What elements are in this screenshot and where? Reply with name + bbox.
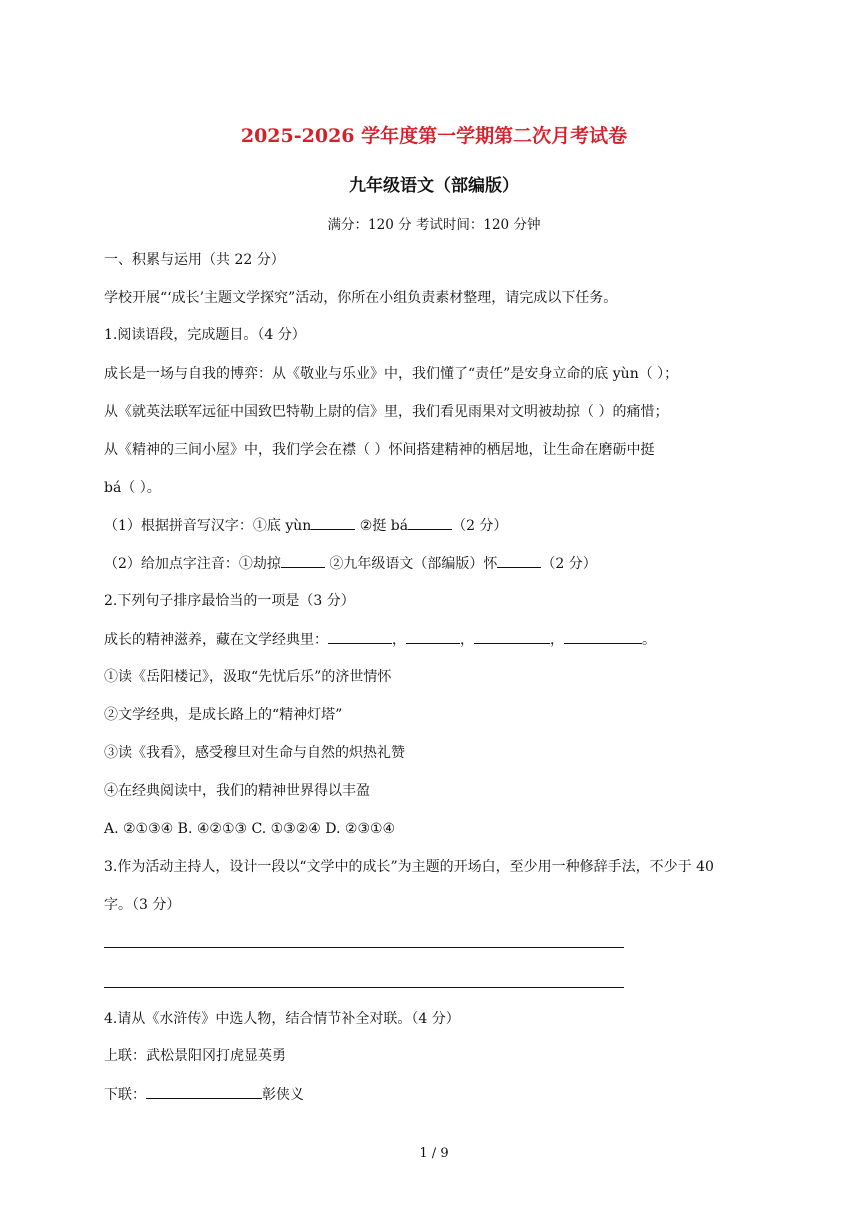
lead-text: 成长的精神滋养，藏在文学经典里： [104,632,328,648]
question-2-stem: 2.下列句子排序最恰当的一项是（3 分） [104,593,355,609]
question-4-stem: 4.请从《水浒传》中选人物，结合情节补全对联。（4 分） [104,1011,460,1027]
answer-blank[interactable] [311,515,355,530]
answer-blank[interactable] [564,629,642,644]
answer-blank[interactable] [281,553,325,568]
exam-meta: 满分：120 分 考试时间：120 分钟 [327,217,541,233]
sentence-item: ①读《岳阳楼记》，汲取“先忧后乐”的济世情怀 [104,669,392,685]
section-heading: 一、积累与运用（共 22 分） [104,252,285,268]
question-1-paragraph-line: 从《就英法联军远征中国致巴特勒上尉的信》里，我们看见雨果对文明被劫掠（ ）的痛惜； [104,404,669,420]
answer-line[interactable] [104,947,624,948]
question-3-stem: 3.作为活动主持人，设计一段以“文学中的成长”为主题的开场白，至少用一种修辞手法，不少于 40 [104,859,714,875]
sub-1-text: ②挺 bá [355,518,409,534]
sub-1-score: （2 分） [452,518,508,534]
answer-options[interactable]: A. ②①③④ B. ④②①③ C. ①③②④ D. ②③①④ [104,821,396,837]
couplet-upper: 上联：武松景阳冈打虎显英勇 [104,1048,286,1064]
comma: ， [550,632,564,648]
question-1-paragraph-line: bá（ ）。 [104,480,161,496]
question-1-paragraph-line: 成长是一场与自我的博弈：从《敬业与乐业》中，我们懂了“责任”是安身立命的底 yùn（ ）； [104,366,679,382]
sub-2-score: （2 分） [541,556,597,572]
question-3-stem-cont: 字。（3 分） [104,897,181,913]
sentence-item: ④在经典阅读中，我们的精神世界得以丰盈 [104,783,370,799]
exam-title: 2025-2026 学年度第一学期第二次月考试卷 [240,125,628,147]
sentence-item: ②文学经典，是成长路上的“精神灯塔” [104,707,343,723]
comma: ， [460,632,474,648]
sub-1-text: （1）根据拼音写汉字：①底 yùn [104,518,312,534]
couplet-lower-label: 下联： [104,1087,146,1103]
couplet-lower [104,1084,764,1105]
answer-blank[interactable] [406,629,460,644]
question-1-stem: 1.阅读语段，完成题目。（4 分） [104,327,306,343]
couplet-lower-tail: 彰侠义 [262,1087,304,1103]
question-1-paragraph-line: 从《精神的三间小屋》中，我们学会在襟（ ）怀间搭建精神的栖居地，让生命在磨砺中挺 [104,442,655,458]
exam-subtitle: 九年级语文（部编版） [349,176,519,196]
answer-blank[interactable] [146,1084,262,1099]
section-intro: 学校开展“‘成长’主题文学探究”活动，你所在小组负责素材整理，请完成以下任务。 [104,290,618,306]
comma: ， [392,632,406,648]
answer-blank[interactable] [497,553,541,568]
sub-2-text: （2）给加点字注音：①劫掠 [104,556,281,572]
question-2-lead [104,629,764,650]
question-1-sub-2 [104,553,764,574]
question-1-sub-1 [104,515,764,536]
sub-2-text: ②九年级语文（部编版）怀 [324,556,498,572]
sentence-item: ③读《我看》，感受穆旦对生命与自然的炽热礼赞 [104,745,405,761]
answer-line[interactable] [104,987,624,988]
answer-blank[interactable] [474,629,550,644]
page-number: 1 / 9 [419,1146,449,1161]
period: 。 [642,632,656,648]
answer-blank[interactable] [328,629,392,644]
answer-blank[interactable] [408,515,452,530]
